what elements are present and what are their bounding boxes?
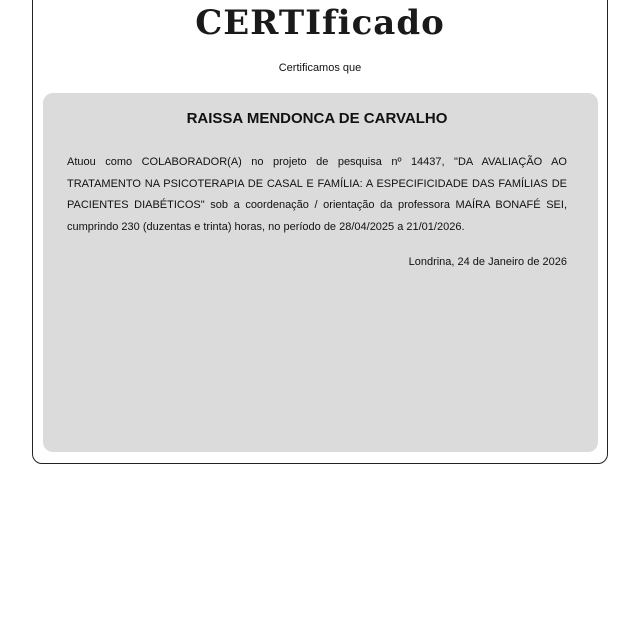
certificate-body-text: Atuou como COLABORADOR(A) no projeto de pesquisa nº 14437, "DA AVALIAÇÃO AO TRATAMENTO NA PSICOTERAPIA DE CASAL E FAMÍLIA: A ESPECIFICIDADE DAS FAMÍLIAS DE PACIENTES DIABÉTICOS" sob a coordenação / orientação da professora MAÍRA BONAFÉ SEI, cumprindo 230 (duzentas e trinta) horas, no período de 28/04/2025 a 21/01/2026. [67, 156, 567, 234]
certificate-lead-text: Certificamos que [278, 62, 362, 74]
recipient-name: RAISSA MENDONCA DE CARVALHO [186, 110, 448, 127]
certificate-title: CERTIficado [195, 3, 445, 43]
certificate-content-panel [43, 93, 598, 452]
certificate-place-date: Londrina, 24 de Janeiro de 2026 [408, 256, 567, 268]
